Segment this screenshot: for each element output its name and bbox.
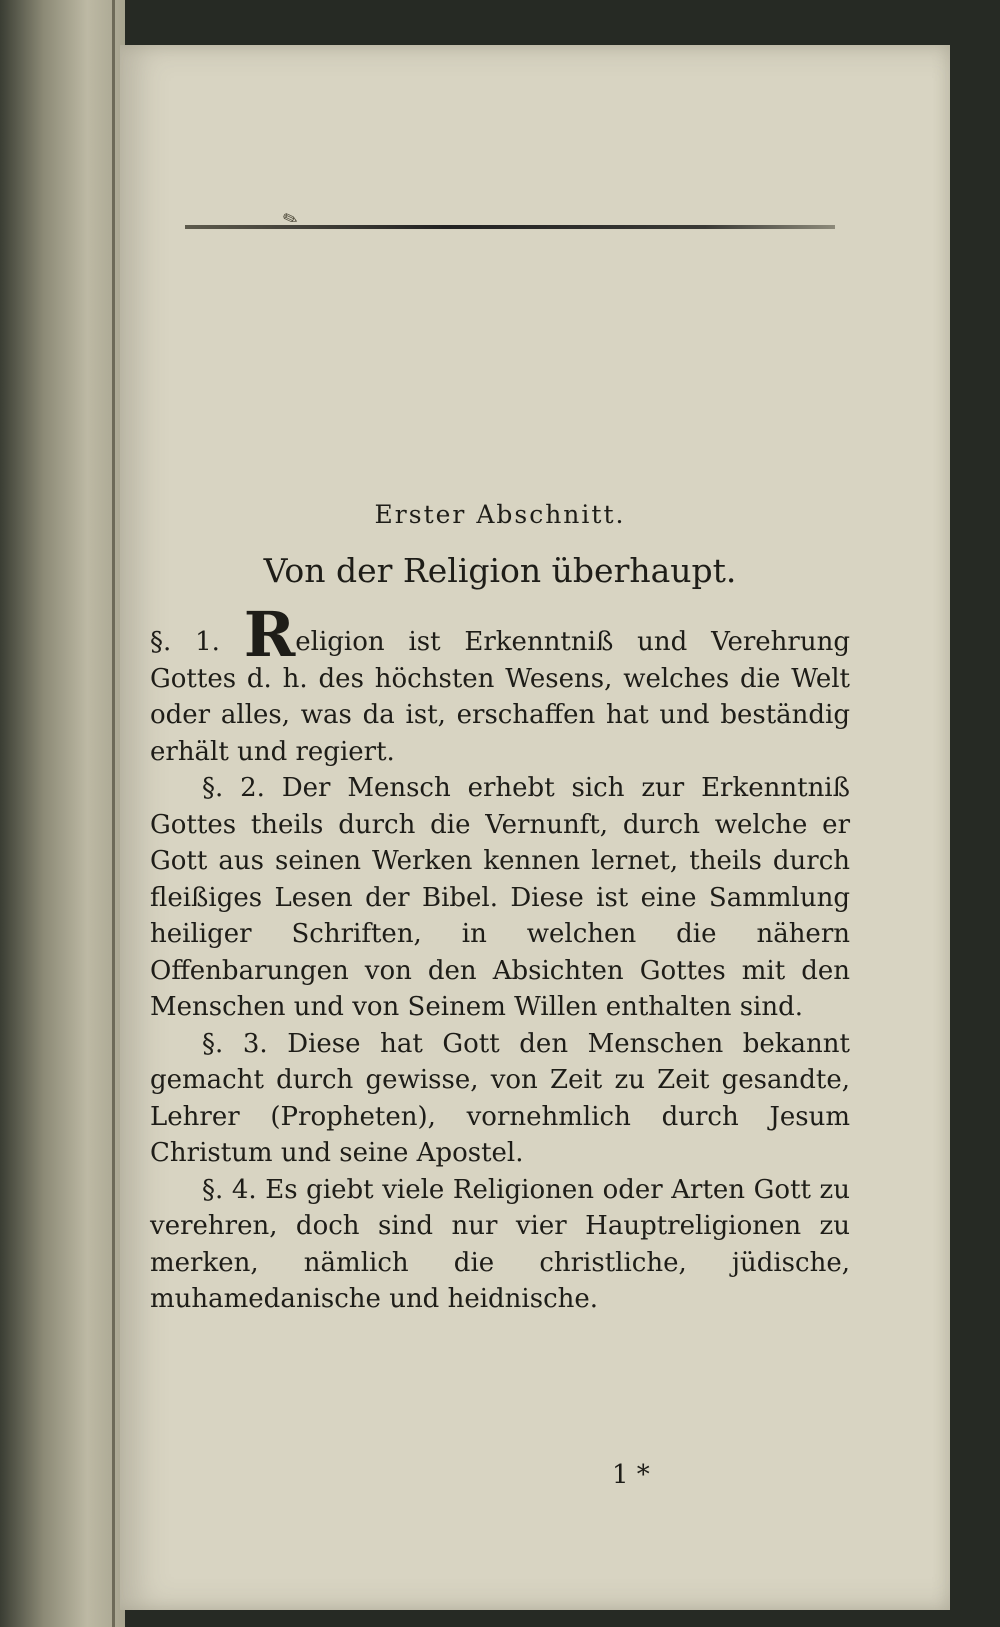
book-page [120, 45, 950, 1610]
paragraph-text: eligion ist Erkenntniß und Verehrung Gottes d. h. des höchsten Wesens, welches die Welt oder alles, was da ist, erschaffen hat und beständig erhält und regiert. [150, 627, 850, 767]
chapter-title: Von der Religion überhaupt. [263, 551, 737, 590]
ink-mark-icon: ✎ [279, 207, 302, 232]
section-marker: §. 3. [202, 1028, 268, 1059]
page-text [150, 500, 850, 1318]
paragraph-text: Der Mensch erhebt sich zur Erkenntniß Gottes theils durch die Vernunft, durch welche er Gott aus seinen Werken kennen lernet, theils durch fleißiges Lesen der Bibel. Diese ist eine Sammlung heiliger Schriften, in welchen die nähern Offenbarungen von den Absichten Gottes mit den Menschen und von Seinem Willen enthalten sind. [150, 773, 850, 1022]
book-spine [0, 0, 125, 1627]
paragraph-2 [150, 770, 850, 1026]
paragraph-4 [150, 1172, 850, 1318]
paragraph-1 [150, 598, 850, 770]
section-marker: §. 4. [202, 1174, 257, 1205]
section-marker: §. 1. [150, 627, 220, 657]
paragraph-text: Es giebt viele Religionen oder Arten Gott zu verehren, doch sind nur vier Hauptreligionen zu merken, nämlich die christliche, jüdische, muhamedanische und heidnische. [150, 1174, 850, 1314]
paragraph-3 [150, 1026, 850, 1172]
decorative-rule [185, 225, 835, 229]
section-heading: Erster Abschnitt. [374, 500, 626, 529]
spine-edge [112, 0, 115, 1627]
signature-mark: 1 * [612, 1460, 650, 1490]
paragraph-text: Diese hat Gott den Menschen bekannt gemacht durch gewisse, von Zeit zu Zeit gesandte, Lehrer (Propheten), vornehmlich durch Jesum Christum und seine Apostel. [150, 1028, 850, 1168]
drop-cap: R [243, 598, 296, 671]
section-marker: §. 2. [202, 773, 265, 803]
